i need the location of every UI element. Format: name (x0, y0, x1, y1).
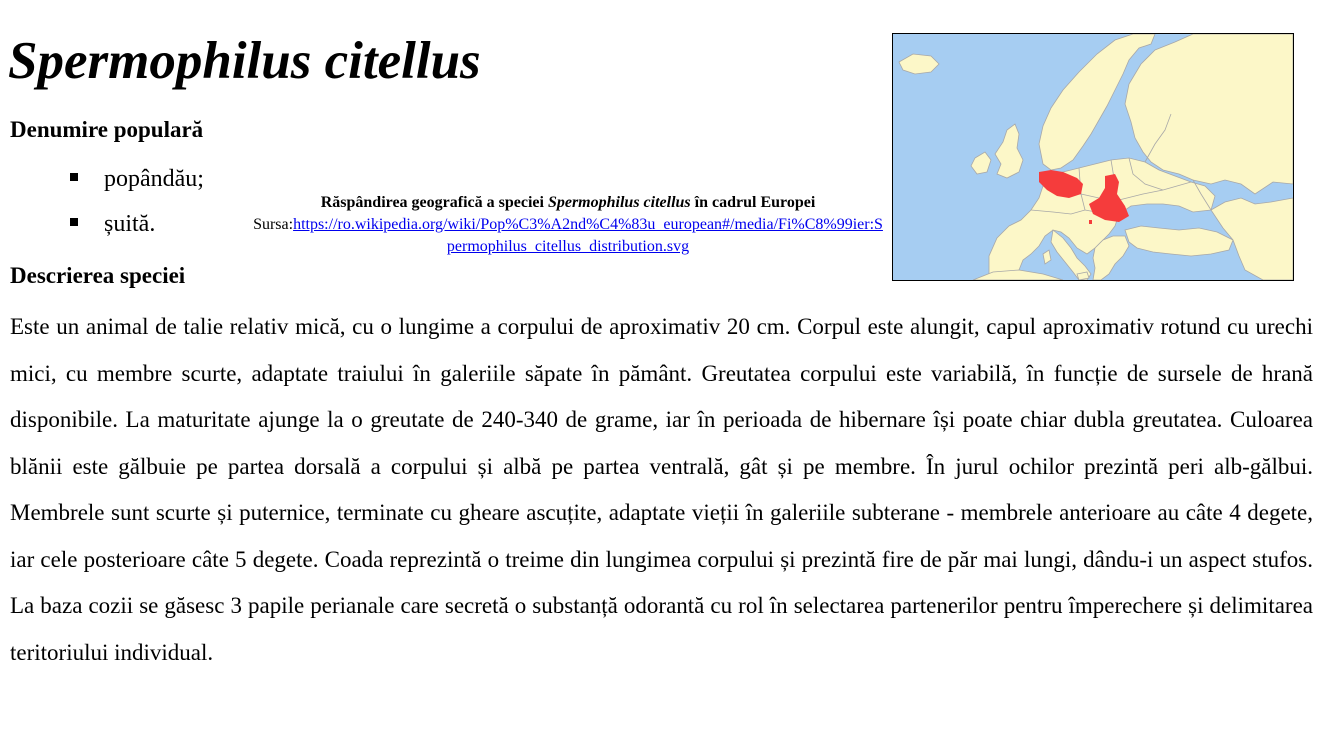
description-heading: Descrierea speciei (10, 263, 186, 288)
popular-name: popândău; (104, 166, 204, 192)
distribution-map (892, 33, 1294, 281)
map-caption-source (252, 214, 884, 258)
europe-map-image (893, 34, 1293, 280)
caption-species: Spermophilus citellus (547, 194, 691, 211)
caption-text: Răspândirea geografică a speciei (320, 194, 548, 211)
page-title: Spermophilus citellus (8, 32, 481, 90)
map-caption (252, 192, 884, 258)
popular-name: șuită. (104, 211, 156, 237)
source-label: Sursa: (253, 216, 294, 233)
description-paragraph: Este un animal de talie relativ mică, cu o lungime a corpului de aproximativ 20 cm. Corpul este alungit, capul aproximativ rotund cu urechi mici, cu membre scurte, adaptate traiului în galeriile săpate în pământ. Greutatea corpului este variabilă, în funcție de sursele de hrană disponibile. La maturitate ajunge la o greutate de 240-340 de grame, iar în perioada de hibernare își poate chiar dubla greutatea. Culoarea blănii este gălbuie pe partea dorsală a corpului și albă pe partea ventrală, gât și pe membre. În jurul ochilor prezintă peri alb-gălbui. Membrele sunt scurte și puternice, terminate cu gheare ascuțite, adaptate vieții în galeriile subterane - membrele anterioare au câte 4 degete, iar cele posterioare câte 5 degete. Coada reprezintă o treime din lungimea corpului și prezintă fire de păr mai lungi, dându-i un aspect stufos. La baza cozii se găsesc 3 papile perianale care secretă o substanță odorantă cu rol în selectarea partenerilor pentru împerechere și delimitarea teritoriului individual. (10, 314, 1313, 665)
caption-text: în cadrul Europei (690, 194, 816, 211)
square-bullet-icon (70, 173, 78, 181)
map-caption-title (252, 192, 884, 214)
source-link[interactable]: https://ro.wikipedia.org/wiki/Pop%C3%A2nd%C4%83u_european#/media/Fi%C8%99ier:Spermophilus_citellus_distribution.svg (293, 216, 883, 255)
popular-names-heading: Denumire populară (10, 117, 204, 142)
square-bullet-icon (70, 218, 78, 226)
